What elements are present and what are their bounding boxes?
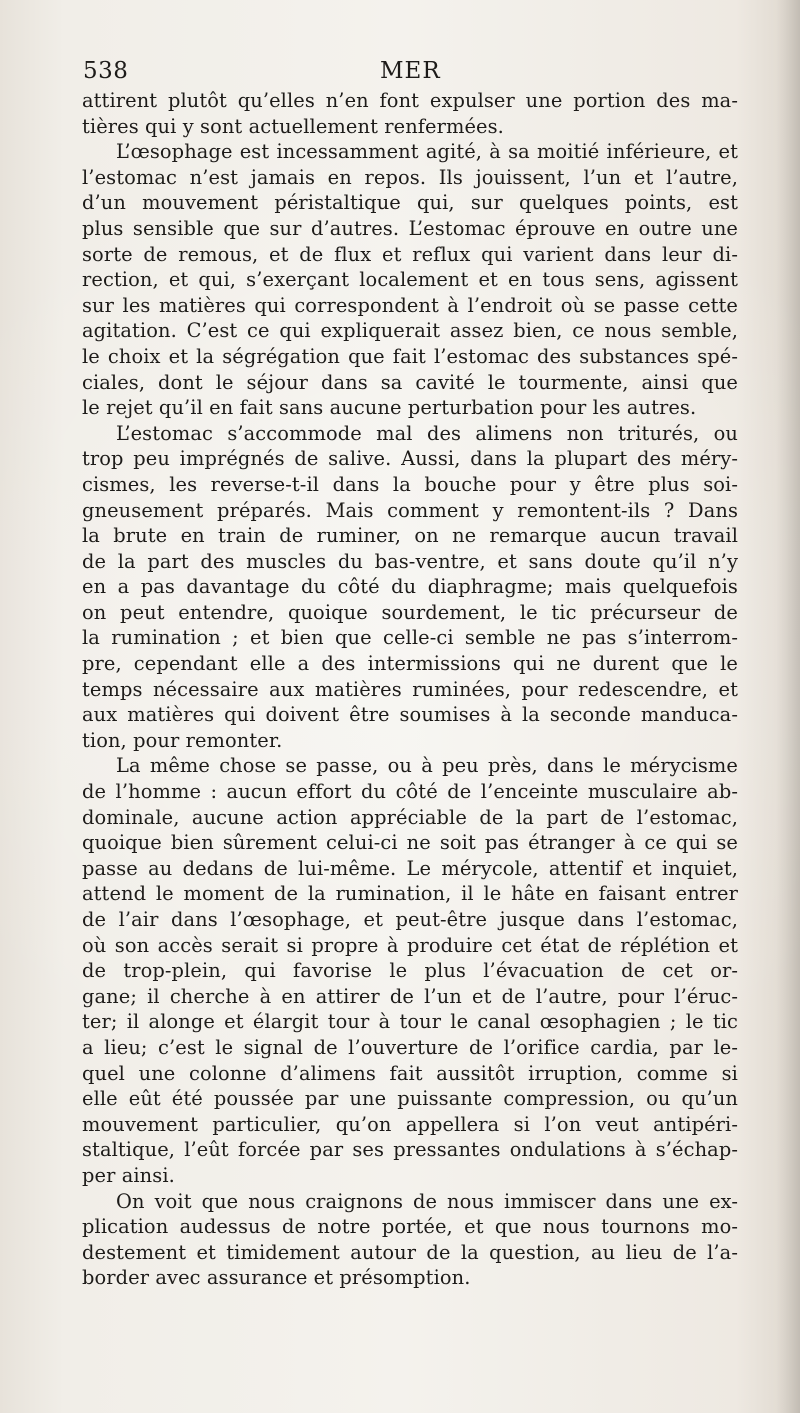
text-line: rection, et qui, s’exerçant localement et en tous sens, agissent: [82, 268, 738, 292]
text-line: de la part des muscles du bas-ventre, et sans doute qu’il n’y: [82, 549, 738, 573]
text-line: quoique bien sûrement celui-ci ne soit pas étranger à ce qui se: [82, 831, 738, 855]
text-line: staltique, l’eût forcée par ses pressantes ondulations à s’échap-: [82, 1138, 738, 1162]
running-head: MER: [380, 58, 441, 84]
text-line: en a pas davantage du côté du diaphragme; mais quelquefois: [82, 575, 738, 599]
text-line: d’un mouvement péristaltique qui, sur quelques points, est: [82, 191, 738, 215]
text-line: la brute en train de ruminer, on ne remarque aucun travail: [82, 524, 738, 548]
body-text: [82, 88, 738, 1291]
text-line: plication audessus de notre portée, et que nous tournons mo-: [82, 1215, 738, 1239]
text-line: la rumination ; et bien que celle-ci semble ne pas s’interrom-: [82, 626, 738, 650]
text-line: attirent plutôt qu’elles n’en font expulser une portion des ma-: [82, 89, 738, 112]
text-line: border avec assurance et présomption.: [82, 1266, 471, 1290]
text-line: temps nécessaire aux matières ruminées, pour redescendre, et: [82, 677, 738, 701]
text-line: destement et timidement autour de la question, au lieu de l’a-: [82, 1240, 738, 1264]
text-line: passe au dedans de lui-même. Le mérycole, attentif et inquiet,: [82, 856, 738, 880]
text-line: de l’air dans l’œsophage, et peut-être jusque dans l’estomac,: [82, 908, 738, 931]
page-number: 538: [83, 58, 129, 84]
text-line: sur les matières qui correspondent à l’endroit où se passe cette: [82, 293, 738, 317]
text-line: gane; il cherche à en attirer de l’un et de l’autre, pour l’éruc-: [82, 984, 738, 1008]
paragraph-start-line: L’œsophage est incessamment agité, à sa moitié inférieure, et: [116, 140, 738, 164]
text-line: de l’homme : aucun effort du côté de l’enceinte musculaire ab-: [82, 780, 738, 804]
text-line: plus sensible que sur d’autres. L’estomac éprouve en outre une: [82, 216, 738, 240]
text-line: le rejet qu’il en fait sans aucune perturbation pour les autres.: [82, 396, 697, 420]
text-line: de trop-plein, qui favorise le plus l’évacuation de cet or-: [82, 959, 738, 983]
text-line: quel une colonne d’alimens fait aussitôt irruption, comme si: [82, 1061, 738, 1085]
text-line: agitation. C’est ce qui expliquerait assez bien, ce nous semble,: [82, 319, 738, 343]
text-line: dominale, aucune action appréciable de la part de l’estomac,: [82, 805, 738, 829]
text-line: attend le moment de la rumination, il le hâte en faisant entrer: [82, 882, 738, 906]
text-line: ciales, dont le séjour dans sa cavité le tourmente, ainsi que: [82, 370, 738, 394]
text-line: cismes, les reverse-t-il dans la bouche pour y être plus soi-: [82, 472, 738, 496]
text-line: pre, cependant elle a des intermissions qui ne durent que le: [82, 652, 738, 676]
page-header: [83, 58, 731, 88]
paragraph-start-line: On voit que nous craignons de nous immiscer dans une ex-: [116, 1189, 738, 1213]
text-line: ter; il alonge et élargit tour à tour le canal œsophagien ; le tic: [82, 1010, 738, 1034]
text-line: per ainsi.: [82, 1163, 175, 1187]
page-gutter-shadow: [776, 0, 800, 1413]
text-line: trop peu imprégnés de salive. Aussi, dans la plupart des méry-: [82, 447, 738, 471]
text-line: tières qui y sont actuellement renfermées.: [82, 114, 504, 138]
text-line: mouvement particulier, qu’on appellera si l’on veut antipéri-: [82, 1112, 738, 1136]
text-line: le choix et la ségrégation que fait l’estomac des substances spé-: [82, 344, 738, 368]
text-line: on peut entendre, quoique sourdement, le tic précurseur de: [82, 600, 738, 624]
text-line: sorte de remous, et de flux et reflux qui varient dans leur di-: [82, 242, 738, 266]
text-line: a lieu; c’est le signal de l’ouverture de l’orifice cardia, par le-: [82, 1035, 738, 1059]
text-line: elle eût été poussée par une puissante compression, ou qu’un: [82, 1087, 738, 1111]
text-line: l’estomac n’est jamais en repos. Ils jouissent, l’un et l’autre,: [82, 165, 738, 189]
text-line: aux matières qui doivent être soumises à la seconde manduca-: [82, 703, 738, 727]
paragraph-start-line: L’estomac s’accommode mal des alimens non triturés, ou: [116, 421, 738, 445]
text-line: gneusement préparés. Mais comment y remontent-ils ? Dans: [82, 498, 738, 522]
paragraph-start-line: La même chose se passe, ou à peu près, dans le mérycisme: [116, 754, 738, 778]
text-line: où son accès serait si propre à produire cet état de réplétion et: [82, 933, 738, 957]
text-line: tion, pour remonter.: [82, 728, 283, 752]
